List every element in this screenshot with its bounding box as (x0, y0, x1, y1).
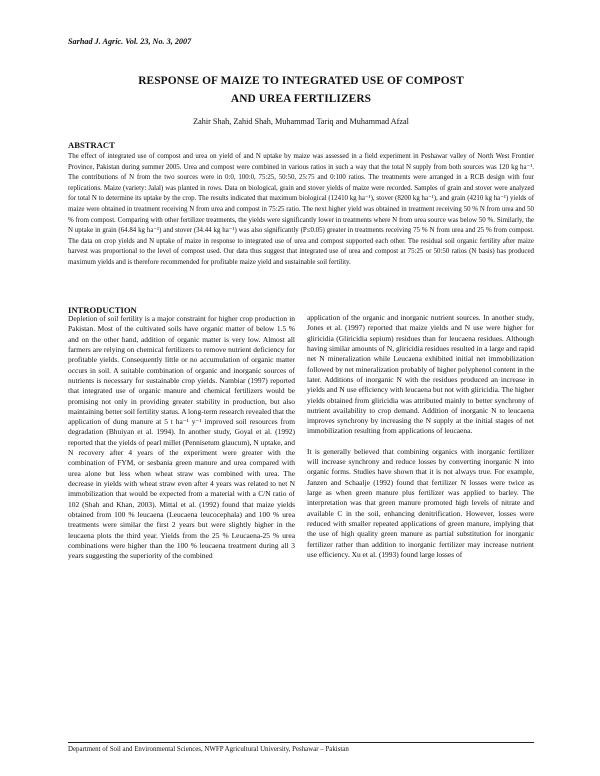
title-line-2: AND UREA FERTILIZERS (230, 93, 372, 105)
left-column (68, 314, 295, 562)
intro-paragraph-2: application of the organic and inorganic nutrient sources. In another study, Jones et al. (1997) reported that maize yields and N use were higher for gliricidia (Gliricidia sepium) residues than for leucaena residues. Although having similar amounts of N, gliricidia residues resulted in a large and rapid net N mineralization while Leucaena exhibited initial net immobilization followed by net mineralization probably of higher polyphenol content in the later. Additions of inorganic N with the residues produced an increase in yields and N use efficiency with leucaena but not with gliricidia. The higher yields obtained from gliricidia was attributed mainly to better synchrony of nutrient availability to crop demand. Addition of inorganic N to leucaena improves synchrony by increasing the N supply at the initial stages of net immobilization resulting from applications of leucaena. (307, 313, 534, 436)
intro-paragraph-1: Depletion of soil fertility is a major constraint for higher crop production in Pakistan. Most of the cultivated soils have organic matter of below 1.5 % and on the other hand, addition of organic matter is very low. Almost all farmers are relying on chemical fertilizers to remove nutrient deficiency for profitable yields. Consequently little or no accumulation of organic matter occurs in soil. A suitable combination of organic and inorganic sources of nutrients is necessary for sustainable crop yields. Nambiar (1997) reported that integrated use of organic manure and chemical fertilizers would be promising not only in providing greater stability in production, but also maintaining better soil fertility status. A long-term research revealed that the application of dung manure at 5 t ha⁻¹ y⁻¹ improved soil resources from degradation (Bhuiyan et al. 1994). In another study, Goyal et al. (1992) reported that the yields of pearl millet (Pennisetum glaucum), N uptake, and N recovery after 4 years of the experiment were greater with the combination of FYM, or sesbania green manure and urea compared with urea alone but less when wheat straw was combined with urea. The decrease in yields with wheat straw even after 4 years was related to net N immobilization that would be expected from a material with a C/N ratio of 102 (Shah and Khan, 2003). Mittal et al. (1992) found that maize yields obtained from 100 % leucaena (Leucaena leucocephala) and 100 % urea treatments were similar the first 2 years but were slightly higher in the leucaena plots the third year. Yields from the 25 % Leucaena-25 % urea combinations were higher than the 100 % leucaena treatment during all 3 years suggesting the superiority of the combined (68, 314, 295, 561)
title-line-1: RESPONSE OF MAIZE TO INTEGRATED USE OF COMPOST (138, 75, 464, 87)
abstract-body: The effect of integrated use of compost and urea on yield of and N uptake by maize was assessed in a field experiment in Peshawar valley of North West Frontier Province, Pakistan during summer 2005. Urea and compost were combined in various ratios in such a way that the total N supply from both sources was 120 kg ha⁻¹. The contributions of N from the two sources were in 0:0, 100:0, 75:25, 50:50, 25:75 and 0:100 ratios. The treatments were arranged in a RCB design with four replications. Maize (variety: Jalal) was planted in rows. Data on biological, grain and stover yields of maize were recorded. Samples of grain and stover were analyzed for total N to determine its uptake by the crop. The results indicated that maximum biological (12410 kg ha⁻¹), stover (8200 kg ha⁻¹), and grain (4210 kg ha⁻¹) yields of maize were obtained in treatment receiving N from urea and compost in 75:25 ratio. The next higher yield was obtained in treatment receiving 50 % N from urea and 50 % from compost. Comparing with other fertilizer treatments, the yields were significantly lower in treatments where N from urea source was below 50 %. Similarly, the N uptake in grain (64.84 kg ha⁻¹) and stover (34.44 kg ha⁻¹) was also significantly (P≤0.05) greater in treatments receiving 75 % N from urea and 25 % from compost. The data on crop yields and N uptake of maize in response to integrated use of urea and compost supported each other. The residual soil organic fertility after maize harvest was proportional to the level of compost used. Our data thus suggest that integrated use of urea and compost at 75:25 or 50:50 ratios (N basis) has produced maximum yields and is therefore recommended for profitable maize yield and sustainable soil fertility. (68, 153, 534, 266)
author-list: Zahir Shah, Zahid Shah, Muhammad Tariq and Muhammad Afzal (193, 117, 409, 126)
affiliation-footer: Department of Soil and Environmental Sciences, NWFP Agricultural University, Peshawar – Pakistan (68, 746, 349, 753)
footer-divider (68, 742, 534, 743)
intro-paragraph-3: It is generally believed that combining organics with inorganic fertilizer will increase synchrony and reduce losses by converting inorganic N into organic forms. Studies have shown that it is not always true. For example, Janzen and Schaalje (1992) found that fertilizer N losses were twice as large as when green manure plus fertilizer was applied to barley. The interpretation was that green manure promoted high levels of nitrate and available C in the soil, enhancing denitrification. However, losses were reduced with smaller repeated applications of green manure, implying that the use of high quality green manure as partial substitution for inorganic fertilizer rather than addition to inorganic fertilizer may increase nutrient use efficiency. Xu et al. (1993) found large losses of (307, 446, 534, 559)
right-column (307, 313, 534, 560)
paper-title (68, 72, 534, 108)
abstract-heading: ABSTRACT (68, 140, 115, 150)
journal-header: Sarhad J. Agric. Vol. 23, No. 3, 2007 (68, 37, 192, 46)
paragraph-gap (307, 437, 534, 447)
introduction-heading: INTRODUCTION (68, 305, 137, 315)
